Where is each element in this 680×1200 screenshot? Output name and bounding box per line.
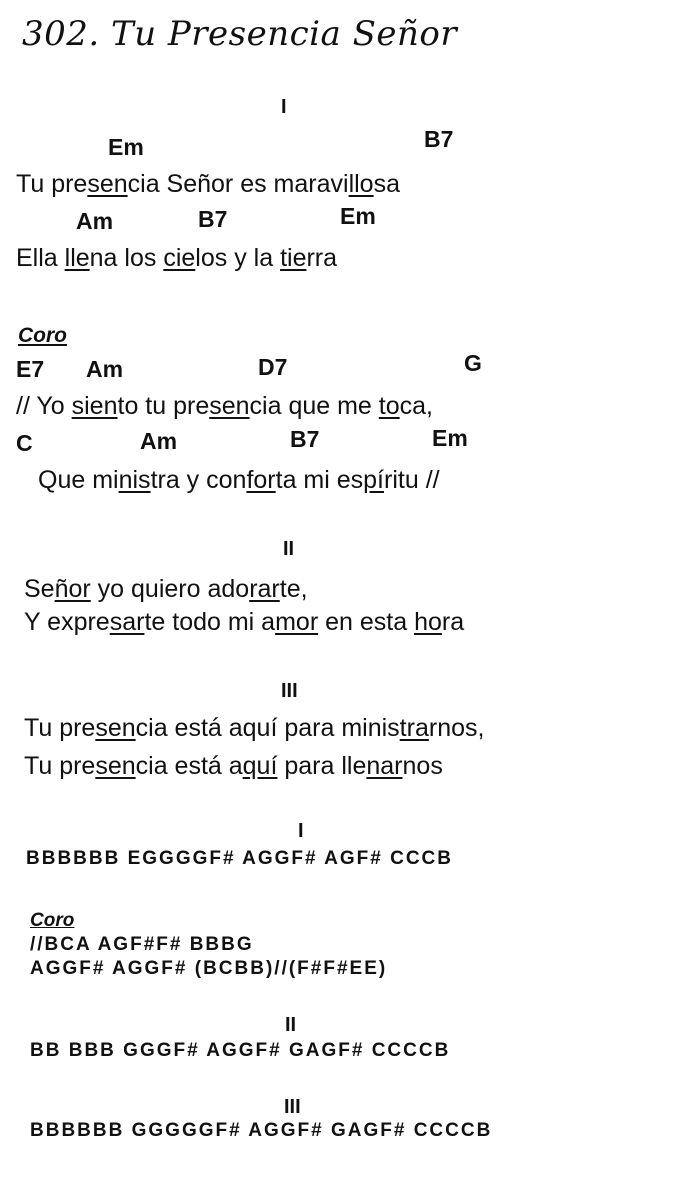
lyric-text: cia está aquí para minis: [135, 714, 400, 742]
chord: Em: [108, 134, 144, 160]
lyric-text: na los: [89, 244, 164, 272]
lyric-stressed-syllable: lle: [64, 244, 90, 272]
lyric-text: nos: [402, 752, 443, 780]
section-label-II: II: [283, 538, 295, 560]
lyric-stressed-syllable: sen: [95, 714, 136, 742]
lyric-text: Tu pre: [16, 170, 88, 198]
lyric-text: Se: [24, 575, 55, 603]
lyric-text: los y la: [195, 244, 281, 272]
lyric-text: Que mi: [38, 466, 119, 494]
lyric-text: Tu pre: [24, 714, 96, 742]
chord: B7: [198, 206, 228, 232]
chord: Am: [86, 356, 124, 382]
lyric-line: [16, 170, 400, 199]
lyric-line: [24, 752, 443, 781]
lyric-text: Ella: [16, 244, 65, 272]
notes-line: BBBBBB EGGGGF# AGGF# AGF# CCCB: [26, 848, 454, 869]
lyric-stressed-syllable: tra: [399, 714, 429, 742]
lyric-text: cia está a: [135, 752, 243, 780]
lyric-line: [16, 392, 433, 421]
notes-coro-label: Coro: [30, 910, 75, 931]
lyric-stressed-syllable: cie: [163, 244, 196, 272]
section-label-III: III: [281, 680, 298, 702]
notes-line: AGGF# AGGF# (BCBB)//(F#F#EE): [30, 958, 388, 979]
lyric-text: yo quiero ado: [90, 575, 250, 603]
lyric-stressed-syllable: nar: [366, 752, 403, 780]
lyric-text: ca,: [399, 392, 434, 420]
lyric-text: tra y con: [150, 466, 247, 494]
lyric-text: nos,: [437, 714, 485, 742]
lyric-stressed-syllable: pí: [363, 466, 385, 494]
lyric-text: rra: [306, 244, 338, 272]
lyric-text: r: [428, 714, 438, 742]
chord: C: [16, 430, 33, 456]
lyric-stressed-syllable: nis: [118, 466, 151, 494]
lyric-stressed-syllable: tie: [280, 244, 307, 272]
lyric-stressed-syllable: sar: [109, 608, 145, 636]
chord: B7: [424, 126, 454, 152]
lyric-text: vi: [330, 170, 349, 198]
lyric-stressed-syllable: rar: [249, 575, 280, 603]
lyric-stressed-syllable: for: [246, 466, 276, 494]
coro-label: Coro: [18, 324, 67, 347]
lyric-stressed-syllable: quí: [242, 752, 278, 780]
notes-label-III: III: [284, 1096, 301, 1118]
lyric-line: [24, 608, 464, 637]
lyric-text: // Yo: [16, 392, 72, 420]
lyric-text: te,: [279, 575, 308, 603]
lyric-stressed-syllable: ñor: [54, 575, 91, 603]
lyric-stressed-syllable: llo: [348, 170, 374, 198]
page-title: 302. Tu Presencia Señor: [22, 14, 458, 54]
chord: D7: [258, 354, 288, 380]
lyric-stressed-syllable: sen: [95, 752, 136, 780]
lyric-text: ra: [441, 608, 465, 636]
lyric-stressed-syllable: sen: [209, 392, 250, 420]
lyric-text: Tu pre: [24, 752, 96, 780]
chord: Em: [340, 203, 376, 229]
lyric-stressed-syllable: ho: [414, 608, 442, 636]
chord: B7: [290, 426, 320, 452]
lyric-stressed-syllable: sien: [71, 392, 118, 420]
chord: Am: [76, 208, 114, 234]
lyric-stressed-syllable: sen: [87, 170, 128, 198]
lyric-text: Y expre: [24, 608, 110, 636]
lyric-line: [38, 466, 440, 495]
notes-label-II: II: [285, 1014, 297, 1036]
lyric-line: [16, 244, 337, 273]
chord: Am: [140, 428, 178, 454]
chord: G: [464, 350, 482, 376]
lyric-text: sa: [373, 170, 400, 198]
section-label-I: I: [281, 96, 287, 118]
lyric-stressed-syllable: mor: [275, 608, 319, 636]
lyric-text: te todo mi a: [144, 608, 276, 636]
lyric-text: ta mi es: [275, 466, 364, 494]
chord: Em: [432, 425, 468, 451]
notes-line: //BCA AGF#F# BBBG: [30, 934, 254, 955]
lyric-text: para lle: [277, 752, 367, 780]
lyric-text: en esta: [318, 608, 415, 636]
lyric-line: [24, 714, 484, 743]
chord: E7: [16, 356, 45, 382]
notes-line: BB BBB GGGF# AGGF# GAGF# CCCCB: [30, 1040, 451, 1061]
notes-line: BBBBBB GGGGGF# AGGF# GAGF# CCCCB: [30, 1120, 493, 1141]
lyric-text: ritu //: [384, 466, 440, 494]
lyric-stressed-syllable: to: [378, 392, 400, 420]
lyric-text: cia Señor es mara: [127, 170, 331, 198]
lyric-line: [24, 575, 308, 604]
lyric-text: to tu pre: [117, 392, 210, 420]
lyric-text: cia que me: [249, 392, 379, 420]
notes-label-I: I: [298, 820, 304, 842]
